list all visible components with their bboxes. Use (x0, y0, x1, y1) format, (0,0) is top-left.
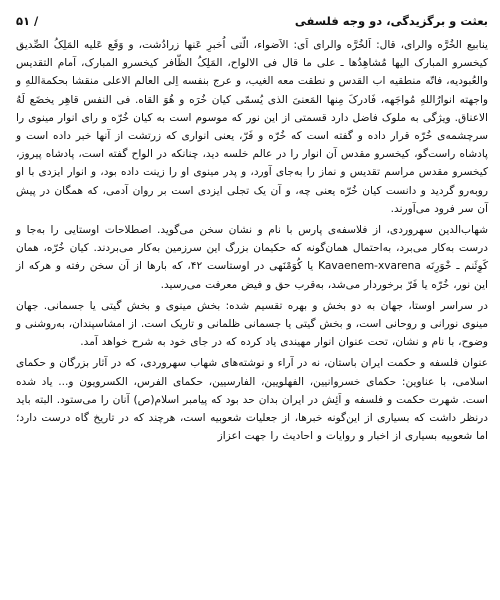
paragraph-2: شهاب‌الدین سهروردی، از فلاسفه‌ی پارس با نام و نشان سخن می‌گوید. اصطلاحات اوستایی را به‌جا و درست به‌کار می‌برد، به‌احتمال همان‌گونه که حکیمان بزرگ این سرزمین به‌کار می‌بردند. کیان خُرّه، همان کَوِئَنم ـ خْوَرِنَه Kavaenem-xvarena یا کُوَمْنَهی در اوستاست ۴۲، که بارها از آن سخن رفته و هرکه از این نور، خُرّه یا فَرّ برخوردار می‌شد، به‌قرب حق و فیض معرفت می‌رسید. (16, 224, 488, 291)
paragraph-4: عنوان فلسفه و حکمت ایران باستان، نه در آراء و نوشته‌های شهاب سهروردی، که در آثار بزرگان و حکمای اسلامی، با عناوین: حکمای خسروانیین، الفهلویین، الفارسیین، حکمای الفرس، الکسرویون و... یاد شده است. شهرت حکمت و فلسفه و اَئِش در ایران بدان حد بود که پیامبر اسلام(ص) آنان را می‌ستود. البته باید درنظر داشت که بسیاری از این‌گونه خبرها، از جعلیات شعوبیه است، هرچند که در تاریخ گاه درست دارد؛ اما شعوبیه بسیاری از اخبار و روایات و احادیث را جهت اعزاز (16, 357, 488, 443)
page-header (16, 14, 488, 28)
paragraph-3: در سراسر اوستا، جهان به دو بخش و بهره تقسیم شده: بخش مینوی و بخش گیتی یا جسمانی. جهان مینوی نورانی و روحانی است، و بخش گیتی یا جسمانی ظلمانی و تاریک است. از امشاسپندان، به‌روشنی و وضوح، با نام و نشان، تحت عنوان انوار مهیندی یاد کرده که در جای خود به شرح خواهد آمد. (16, 299, 488, 349)
paragraph-1: ینابیع الخُرَّه والرای، قال: اَلخُرَّه والرای اَی: الاَضواء، الّتی اُخبرِ عَنها زرادُشت، و وَقَع عَلیه المَلِکُ الصِّدیق کیخسرو المبارک الیها مُشاهِدُها ـ علی ما قال فی الالواح، المَلِکُ الظّافر کیخسرو المبارک، آمام التقدیس والعُبودیه، فاتّه منطقیه اب القدس و نطقت معه الغیب، و عرج بنفسه اِلی العالم الاعلی منقشا بحکمةاللهِ و واجهته انوارُاللهِ مُواجَهه، فَادرکَ مِنها المَعنیَ الذی یُسمّی کیان خُرَه و هُوَ القاه. فی النفس قاهِر یخضَع لَهُ الاعناق. ویژگی به ملوک فاضل دارد قسمتی از این نور که موسوم است به کیان خُرّه و رای انوار مینوی را سرچشمه‌ی خُرّه قرار داده و گفته است که خُرّه و فَرّ، یعنی انواری که زرتشت از آنها خبر داده است و پادشاه راست‌گو، کیخسرو مقدس آن انوار را در عالم خلسه دید، چنانکه در الواح گفته است، پادشاه پیروز، کیخسرو مقدس مراسم تقدیس و نماز را به‌جای آورد، و پدر مینوی او را زینت داده بود، و انوار ایزدی با او روبه‌رو گردید و دانست کیان خُرّه یعنی چه، و آن یک تجلی ایزدی است بر روان آدمی، که همگان در پیش آن سر فرود می‌آورند. (16, 39, 488, 215)
page-number: / ۵۱ (16, 14, 39, 28)
running-title: بعثت و برگزیدگی، دو وجه فلسفی (294, 14, 488, 28)
book-page (16, 14, 488, 590)
